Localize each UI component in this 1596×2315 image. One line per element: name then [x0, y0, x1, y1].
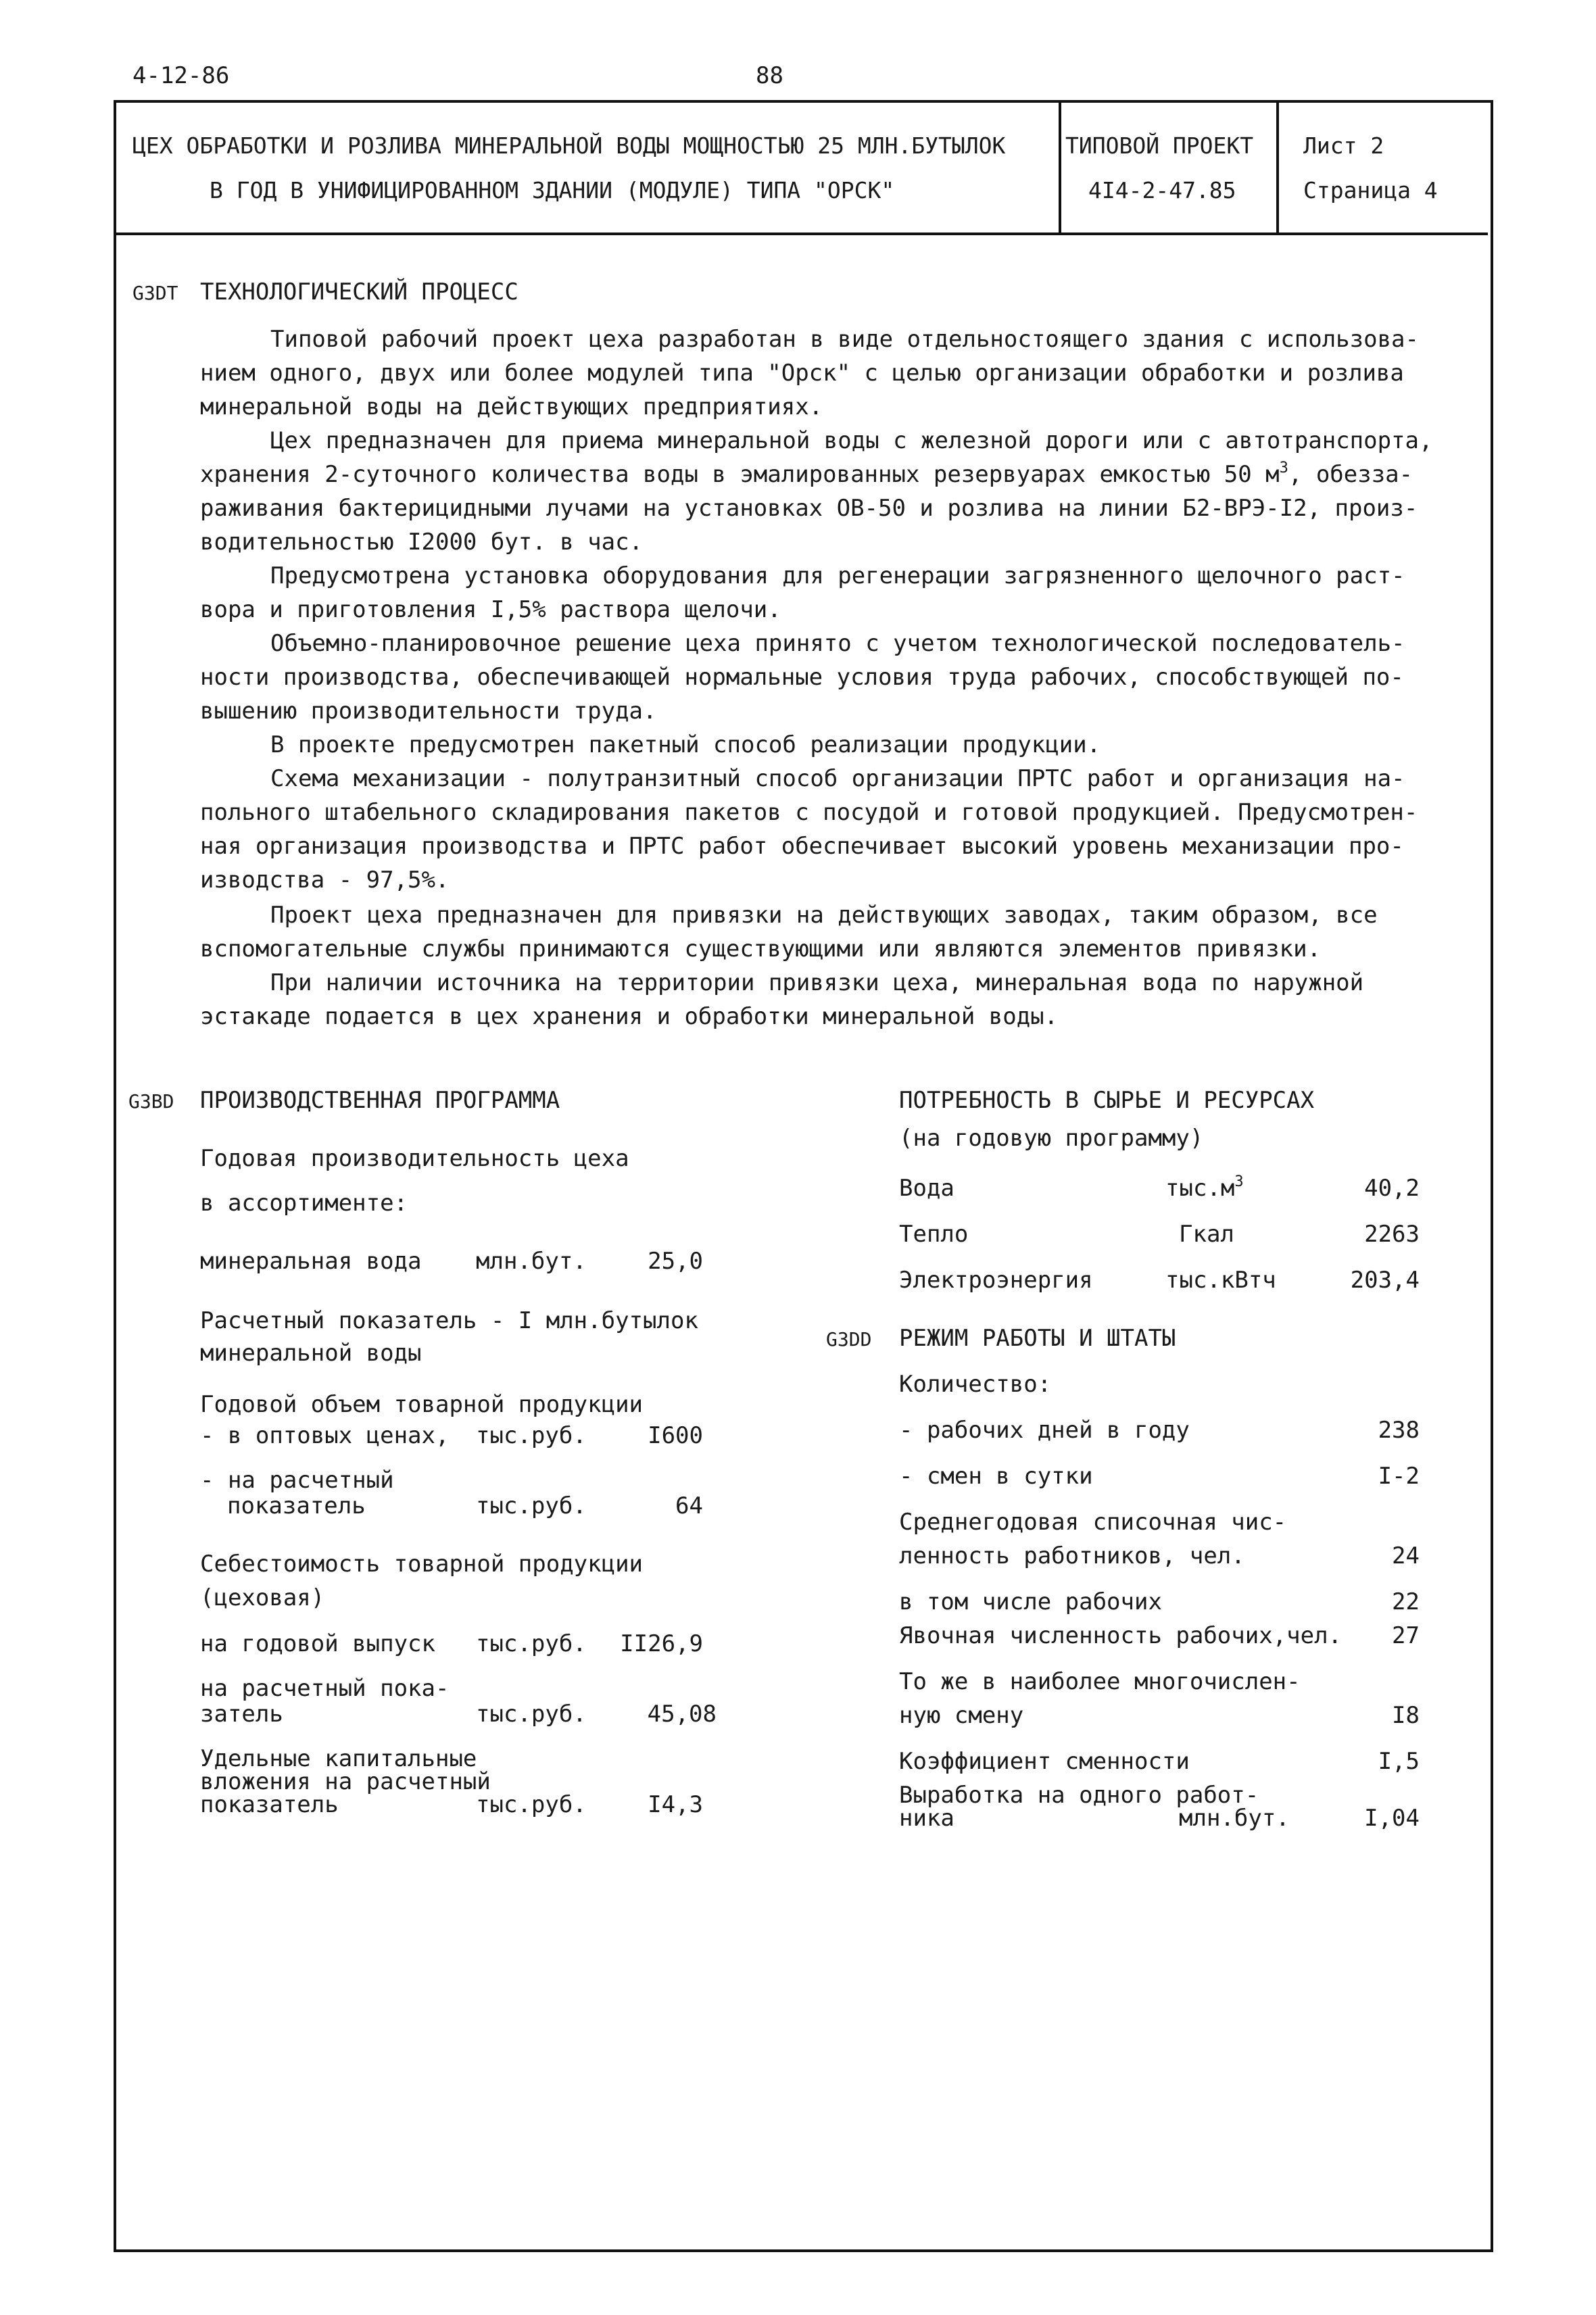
text-line: Проект цеха предназначен для привязки на действующих заводах, таким образом, все: [270, 902, 1378, 929]
wholesale-label: - в оптовых ценах,: [200, 1422, 450, 1449]
workers-value: 22: [1392, 1588, 1420, 1615]
text-line: Предусмотрена установка оборудования для регенерации загрязненного щелочного раст-: [270, 562, 1405, 589]
power-value: 203,4: [1350, 1267, 1420, 1294]
per-calc-label-2: показатель: [227, 1492, 366, 1519]
work-days-value: 238: [1378, 1417, 1420, 1444]
annual-capacity-label-2: в ассортименте:: [200, 1190, 408, 1217]
title-block: [114, 100, 1488, 235]
workers-label: в том числе рабочих: [899, 1588, 1162, 1615]
text-line: вышению производительности труда.: [200, 698, 657, 725]
power-label: Электроэнергия: [899, 1267, 1093, 1294]
heat-value: 2263: [1364, 1221, 1420, 1248]
output-label-2: ника: [899, 1805, 954, 1832]
staff-code: G3DD: [826, 1328, 872, 1350]
text-line: эстакаде подается в цех хранения и обработки минеральной воды.: [200, 1003, 1059, 1030]
capital-label-3: показатель: [200, 1791, 339, 1818]
per-calc-unit: тыс.руб.: [476, 1492, 587, 1519]
output-unit: млн.бут.: [1179, 1805, 1290, 1832]
text-line: ная организация производства и ПРТС работ обеспечивает высокий уровень механизации про-: [200, 833, 1404, 860]
max-shift-value: I8: [1392, 1702, 1420, 1729]
staff-heading: РЕЖИМ РАБОТЫ И ШТАТЫ: [899, 1325, 1176, 1352]
text-line: раживания бактерицидными лучами на установках ОВ-50 и розлива на линии Б2-ВРЭ-I2, произ-: [200, 495, 1418, 522]
text-line: ности производства, обеспечивающей нормальные условия труда рабочих, способствующей по-: [200, 664, 1404, 691]
capital-label-2: вложения на расчетный: [200, 1768, 491, 1795]
cost-label: Себестоимость товарной продукции: [200, 1551, 644, 1578]
text-line: польного штабельного складирования пакетов с посудой и готовой продукцией. Предусмотрен-: [200, 799, 1418, 826]
title-divider-2: [1276, 100, 1279, 233]
text-line: минеральной воды на действующих предприятиях.: [200, 393, 823, 420]
max-shift-label-2: ную смену: [899, 1702, 1024, 1729]
title-divider-1: [1059, 100, 1061, 233]
calc-indicator-label-2: минеральной воды: [200, 1340, 422, 1367]
wholesale-value: I600: [648, 1422, 703, 1449]
per-calc2-label-2: затель: [200, 1701, 283, 1728]
text-line: Цех предназначен для приема минеральной воды с железной дороги или с автотранспорта,: [270, 427, 1433, 454]
shifts-value: I-2: [1378, 1463, 1420, 1490]
attendance-value: 27: [1392, 1622, 1420, 1649]
quantity-label: Количество:: [899, 1371, 1052, 1398]
production-heading: ПРОИЗВОДСТВЕННАЯ ПРОГРАММА: [200, 1087, 560, 1114]
text-line: изводства - 97,5%.: [200, 867, 450, 894]
text-line: В проекте предусмотрен пакетный способ реализации продукции.: [270, 731, 1101, 758]
resources-subheading: (на годовую программу): [899, 1125, 1204, 1152]
title-line-2: В ГОД В УНИФИЦИРОВАННОМ ЗДАНИИ (МОДУЛЕ) ТИПА "ОРСК": [210, 177, 895, 203]
shifts-label: - смен в сутки: [899, 1463, 1093, 1490]
mineral-water-label: минеральная вода: [200, 1248, 422, 1275]
text-line: Типовой рабочий проект цеха разработан в виде отдельностоящего здания с использова-: [270, 326, 1419, 353]
wholesale-unit: тыс.руб.: [476, 1422, 587, 1449]
shift-coef-label: Коэффициент сменности: [899, 1748, 1190, 1775]
output-value: I,04: [1364, 1805, 1420, 1832]
per-calc-value: 64: [675, 1492, 703, 1519]
text-line: Объемно-планировочное решение цеха принято с учетом технологической последователь-: [270, 630, 1405, 657]
tech-process-code: G3DT: [132, 282, 178, 304]
text-line: [200, 458, 1413, 494]
heat-label: Тепло: [899, 1221, 969, 1248]
shift-coef-value: I,5: [1378, 1748, 1420, 1775]
text-line: При наличии источника на территории привязки цеха, минеральная вода по наружной: [270, 969, 1364, 996]
title-line-1: ЦЕХ ОБРАБОТКИ И РОЗЛИВА МИНЕРАЛЬНОЙ ВОДЫ МОЩНОСТЬЮ 25 МЛН.БУТЫЛОК: [132, 132, 1006, 159]
per-calc2-unit: тыс.руб.: [476, 1701, 587, 1728]
superscript: 3: [1279, 460, 1288, 477]
text-line: водительностью I2000 бут. в час.: [200, 529, 644, 556]
page-label: Страница 4: [1303, 177, 1438, 203]
capital-label: Удельные капитальные: [200, 1745, 477, 1772]
work-days-label: - рабочих дней в году: [899, 1417, 1190, 1444]
water-value: 40,2: [1364, 1175, 1420, 1202]
max-shift-label: То же в наиболее многочислен-: [899, 1668, 1301, 1695]
cost-label-2: (цеховая): [200, 1584, 325, 1611]
calc-indicator-label: Расчетный показатель - I млн.бутылок: [200, 1307, 698, 1334]
avg-staff-label: Среднегодовая списочная чис-: [899, 1509, 1287, 1536]
annual-capacity-label: Годовая производительность цеха: [200, 1145, 629, 1172]
doc-date: 4-12-86: [132, 62, 230, 89]
page-number: 88: [756, 62, 783, 89]
annual-output-label: на годовой выпуск: [200, 1630, 435, 1657]
project-label: ТИПОВОЙ ПРОЕКТ: [1065, 132, 1254, 159]
mineral-water-value: 25,0: [648, 1248, 703, 1275]
tech-process-heading: ТЕХНОЛОГИЧЕСКИЙ ПРОЦЕСС: [200, 278, 518, 306]
text-line-tail: , обезза-: [1288, 461, 1413, 488]
avg-staff-label-2: ленность работников, чел.: [899, 1542, 1245, 1569]
text-line: Схема механизации - полутранзитный способ организации ПРТС работ и организация на-: [270, 765, 1405, 792]
per-calc2-label: на расчетный пока-: [200, 1675, 450, 1702]
text-line: вспомогательные службы принимаются существующими или являются элементов привязки.: [200, 935, 1322, 962]
water-unit-sup: 3: [1234, 1173, 1244, 1190]
annual-output-value: II26,9: [620, 1630, 703, 1657]
output-label: Выработка на одного работ-: [899, 1782, 1259, 1809]
text-line-main: хранения 2-суточного количества воды в эмалированных резервуарах емкостью 50 м: [200, 461, 1280, 488]
water-label: Вода: [899, 1175, 954, 1202]
text-line: нием одного, двух или более модулей типа "Орск" с целью организации обработки и розлива: [200, 360, 1404, 387]
annual-output-unit: тыс.руб.: [476, 1630, 587, 1657]
annual-volume-label: Годовой объем товарной продукции: [200, 1391, 644, 1418]
power-unit: тыс.кВтч: [1165, 1267, 1276, 1294]
water-unit-text: тыс.м: [1165, 1175, 1235, 1202]
resources-heading: ПОТРЕБНОСТЬ В СЫРЬЕ И РЕСУРСАХ: [899, 1087, 1315, 1114]
project-code: 4I4-2-47.85: [1088, 177, 1236, 203]
attendance-label: Явочная численность рабочих,чел.: [899, 1622, 1343, 1649]
heat-unit: Гкал: [1179, 1221, 1234, 1248]
per-calc2-value: 45,08: [647, 1701, 717, 1728]
capital-unit: тыс.руб.: [476, 1791, 587, 1818]
mineral-water-unit: млн.бут.: [476, 1248, 587, 1275]
water-unit: [1165, 1172, 1244, 1208]
per-calc-label: - на расчетный: [200, 1467, 394, 1494]
avg-staff-value: 24: [1392, 1542, 1420, 1569]
production-code: G3BD: [128, 1090, 174, 1113]
text-line: вора и приготовления I,5% раствора щелочи.: [200, 596, 781, 623]
capital-value: I4,3: [648, 1791, 703, 1818]
sheet-number: Лист 2: [1303, 132, 1384, 159]
